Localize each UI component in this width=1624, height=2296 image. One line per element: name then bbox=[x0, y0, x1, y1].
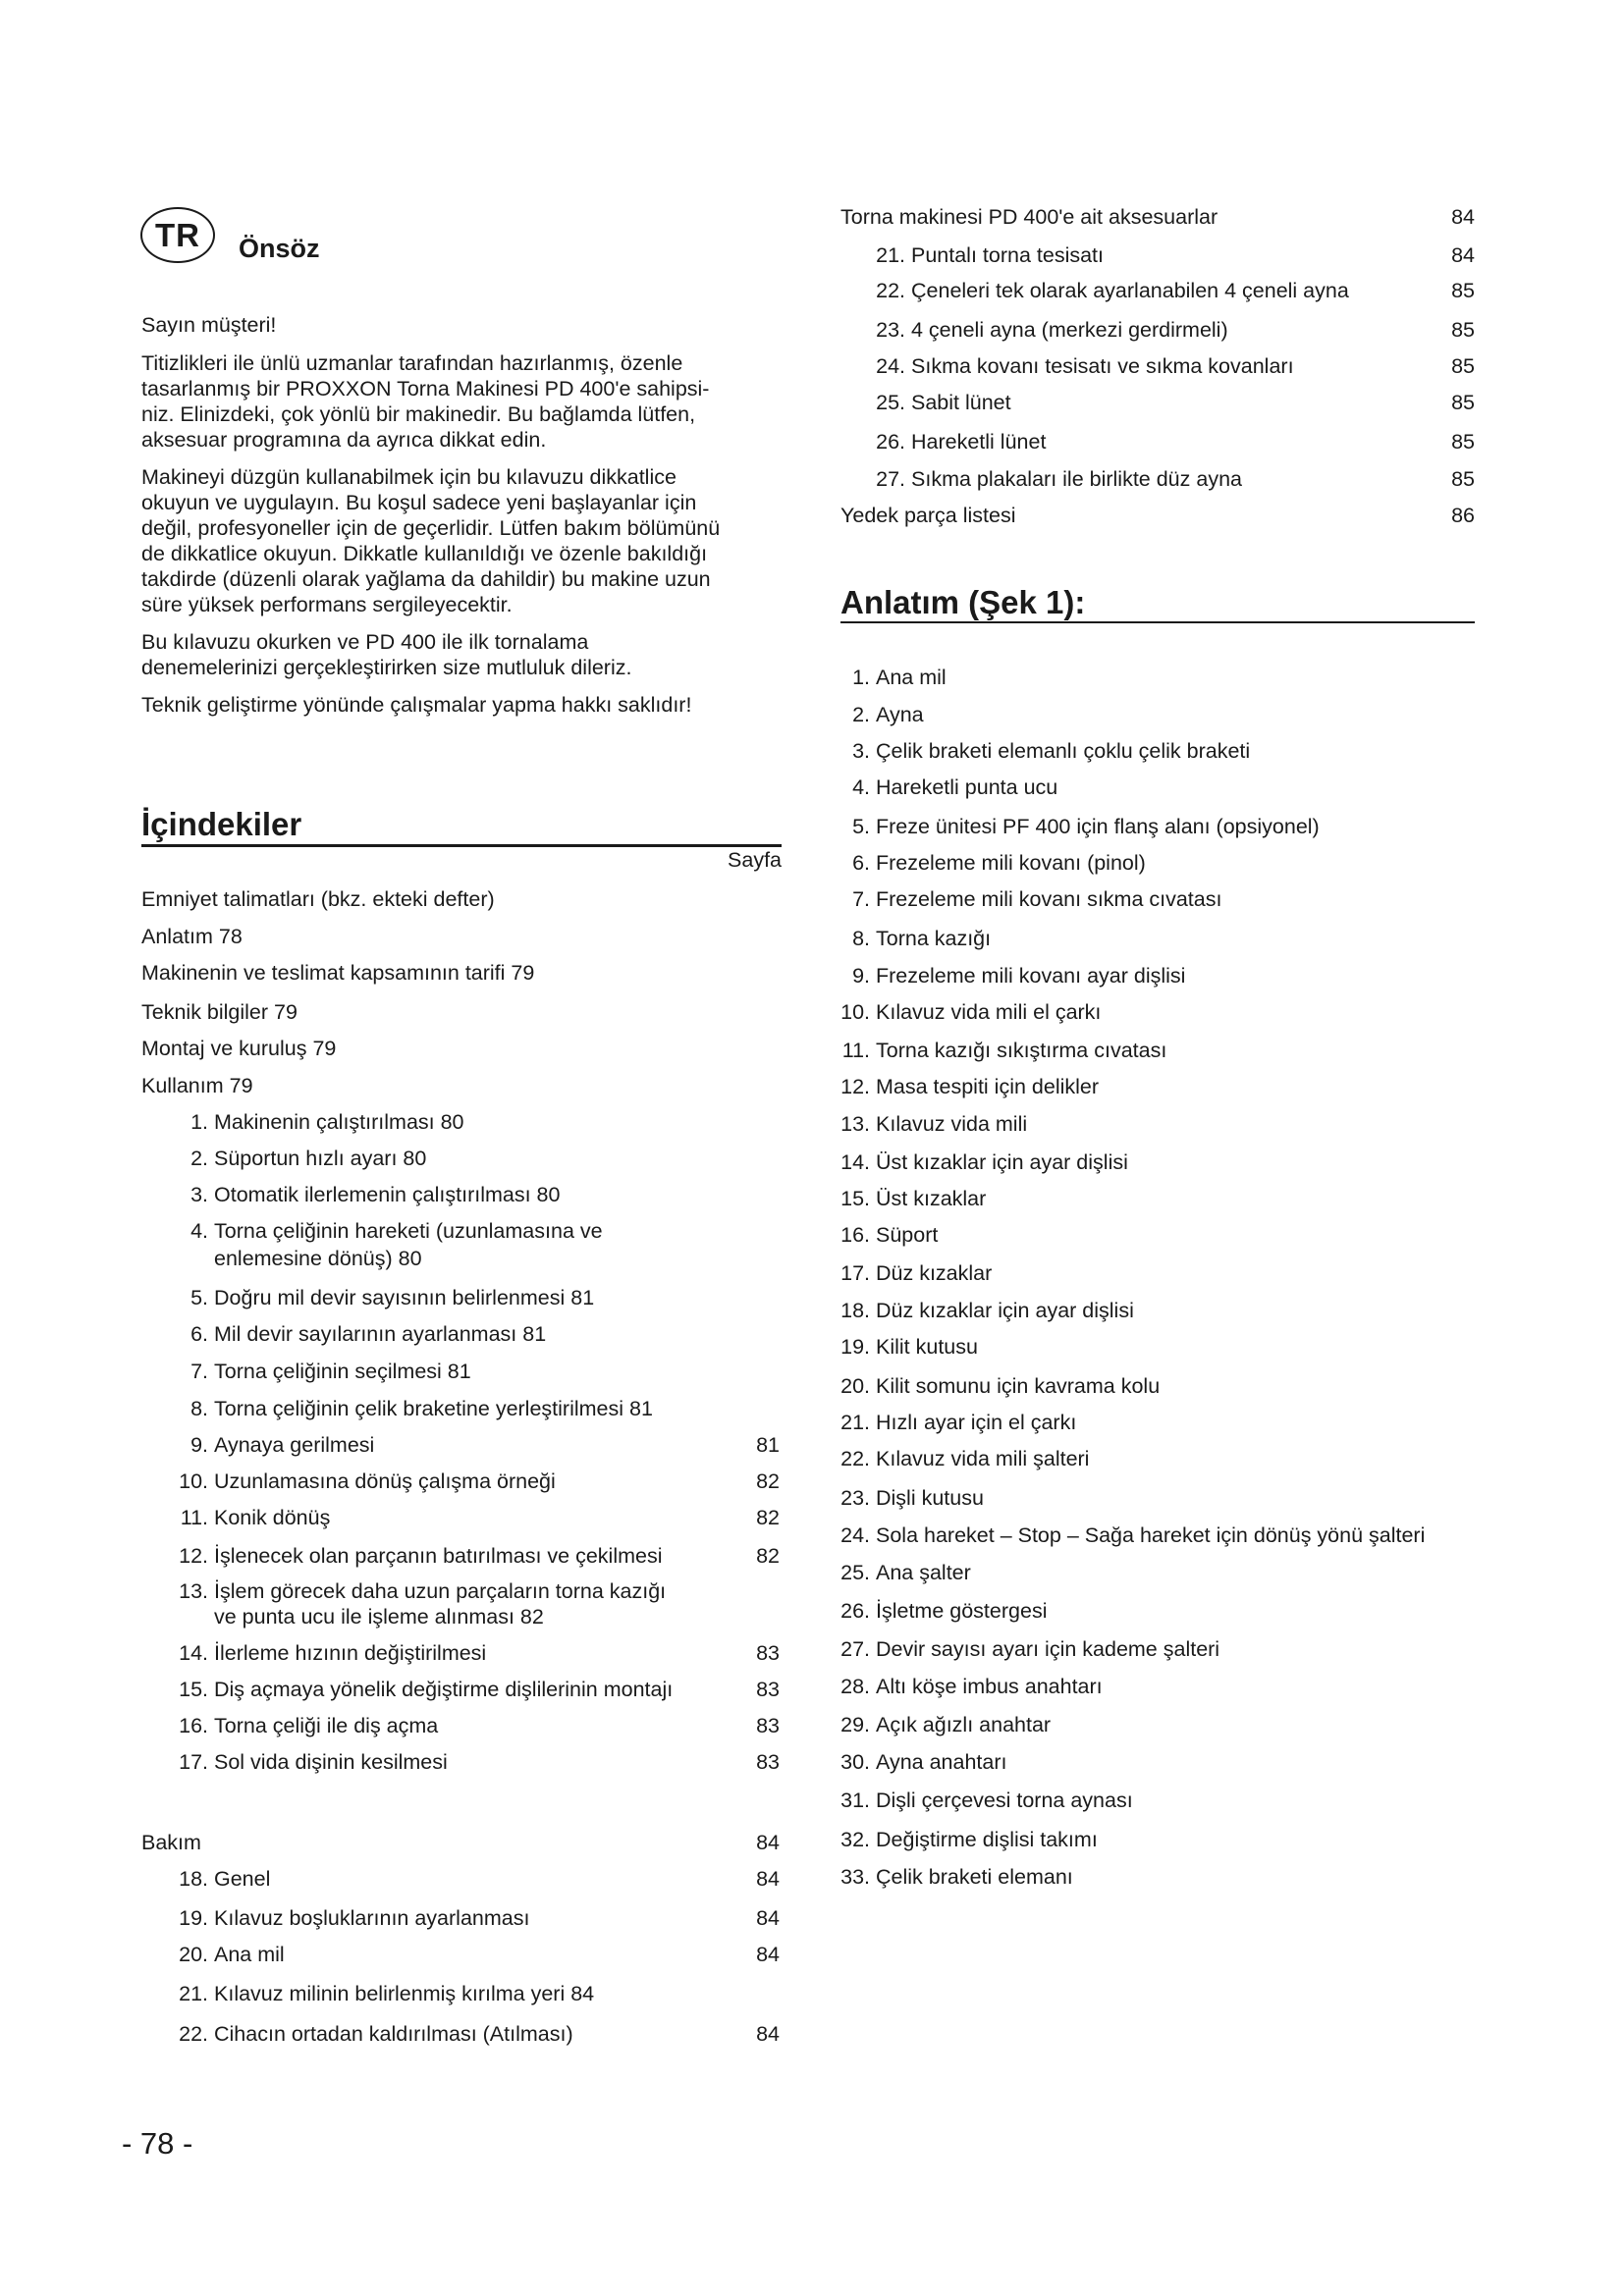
toc-usage-item: 10. Uzunlamasına dönüş çalışma örneği bbox=[179, 1469, 556, 1493]
description-item-label: Kılavuz vida mili şalteri bbox=[876, 1447, 1090, 1470]
description-item-number: 11. bbox=[841, 1039, 870, 1062]
description-item bbox=[833, 849, 1146, 877]
toc-usage-item: 8. Torna çeliğinin çelik braketine yerleştirilmesi 81 bbox=[190, 1397, 653, 1420]
description-item-number: 7. bbox=[852, 887, 870, 911]
description-title-rule bbox=[840, 621, 1475, 623]
description-item-label: Devir sayısı ayarı için kademe şalteri bbox=[876, 1637, 1220, 1661]
description-item-label: Kilit kutusu bbox=[876, 1335, 978, 1359]
description-item-number: 20. bbox=[840, 1374, 870, 1398]
description-item bbox=[833, 1787, 1133, 1814]
description-item-label: Ana şalter bbox=[876, 1561, 971, 1584]
toc-page-number: 84 bbox=[756, 1943, 780, 1966]
intro-paragraph-1: Titizlikleri ile ünlü uzmanlar tarafından hazırlanmış, özenle tasarlanmış bir PROXXON Torna Makinesi PD 400'e sahipsi- niz. Elinizdeki, çok yönlü bir makinedir. Bu bağlamda lütfen, aksesuar programına da ayrıca dikkat edin. bbox=[141, 351, 710, 452]
description-item bbox=[833, 1863, 1073, 1891]
description-title: Anlatım (Şek 1): bbox=[840, 584, 1086, 620]
toc-acc-item: 24. Sıkma kovanı tesisatı ve sıkma kovanları bbox=[876, 354, 1294, 378]
description-item bbox=[833, 1037, 1166, 1064]
description-item-number: 31. bbox=[840, 1789, 870, 1812]
toc-page-number: 85 bbox=[1451, 430, 1475, 454]
description-item-label: Frezeleme mili kovanı sıkma cıvatası bbox=[876, 887, 1222, 911]
toc-page-number: 83 bbox=[756, 1750, 780, 1774]
description-item bbox=[833, 885, 1221, 913]
toc-usage-item: 1. Makinenin çalıştırılması 80 bbox=[190, 1110, 464, 1134]
description-item bbox=[833, 1372, 1160, 1400]
toc-entry-description: Anlatım 78 bbox=[141, 925, 243, 948]
description-item bbox=[833, 1221, 938, 1249]
toc-usage-item: 16. Torna çeliği ile diş açma bbox=[179, 1714, 439, 1737]
toc-page-label: Sayfa bbox=[728, 848, 782, 872]
description-item-number: 1. bbox=[852, 666, 870, 689]
toc-page-number: 84 bbox=[756, 1906, 780, 1930]
toc-page-number: 82 bbox=[756, 1469, 780, 1493]
toc-page-number: 83 bbox=[756, 1678, 780, 1701]
intro-paragraph-3: Bu kılavuzu okurken ve PD 400 ile ilk tornalama denemelerinizi gerçekleştirirken size mutluluk dileriz. bbox=[141, 630, 632, 679]
description-item-number: 32. bbox=[840, 1828, 870, 1851]
description-item bbox=[833, 1297, 1134, 1324]
toc-usage-item: 13. İşlem görecek daha uzun parçaların torna kazığı ve punta ucu ile işleme alınması 82 bbox=[179, 1579, 667, 1629]
description-item-label: Altı köşe imbus anahtarı bbox=[876, 1675, 1103, 1698]
description-item-number: 29. bbox=[840, 1713, 870, 1736]
description-item-label: Frezeleme mili kovanı (pinol) bbox=[876, 851, 1146, 875]
language-badge: TR bbox=[140, 207, 215, 263]
description-item bbox=[833, 1409, 1076, 1436]
toc-maint-item: 20. Ana mil bbox=[179, 1943, 285, 1966]
toc-maint-item: 22. Cihacın ortadan kaldırılması (Atılması) bbox=[179, 2022, 573, 2046]
intro-paragraph-4: Teknik geliştirme yönünde çalışmalar yapma hakkı saklıdır! bbox=[141, 693, 692, 717]
toc-page-number: 86 bbox=[1451, 504, 1475, 527]
toc-maint-item: 18. Genel bbox=[179, 1867, 271, 1891]
description-item bbox=[833, 998, 1101, 1026]
toc-usage-item: 12. İşlenecek olan parçanın batırılması ve çekilmesi bbox=[179, 1544, 663, 1568]
description-item-label: Süport bbox=[876, 1223, 939, 1247]
description-item-number: 6. bbox=[852, 851, 870, 875]
description-item bbox=[833, 1148, 1128, 1176]
description-item-number: 14. bbox=[840, 1150, 870, 1174]
description-item-label: Hızlı ayar için el çarkı bbox=[876, 1411, 1077, 1434]
description-item bbox=[833, 737, 1250, 765]
description-item-label: Çelik braketi elemanlı çoklu çelik braketi bbox=[876, 739, 1251, 763]
toc-usage-item: 14. İlerleme hızının değiştirilmesi bbox=[179, 1641, 487, 1665]
description-item bbox=[833, 1522, 1425, 1549]
description-item-number: 5. bbox=[852, 815, 870, 838]
description-item bbox=[833, 925, 991, 952]
description-item bbox=[833, 813, 1320, 840]
description-item bbox=[833, 962, 1185, 989]
toc-page-number: 85 bbox=[1451, 279, 1475, 302]
toc-entry-accessories: Torna makinesi PD 400'e ait aksesuarlar bbox=[840, 205, 1218, 229]
toc-entry-maintenance: Bakım bbox=[141, 1831, 201, 1854]
description-item bbox=[833, 664, 947, 691]
description-item-label: Hareketli punta ucu bbox=[876, 775, 1058, 799]
toc-page-number: 82 bbox=[756, 1544, 780, 1568]
intro-paragraph-2: Makineyi düzgün kullanabilmek için bu kılavuzu dikkatlice okuyun ve uygulayın. Bu koşul sadece yeni başlayanlar için değil, profesyoneller için de geçerlidir. Lütfen bakım bölümünü de dikkatlice okuyun. Dikkatle kullanıldığı ve özenle bakıldığı takdirde (düzenli olarak yağlama da dahildir) bu makine uzun süre yüksek performans sergileyecektir. bbox=[141, 465, 721, 616]
description-item bbox=[833, 1635, 1219, 1663]
toc-title: İçindekiler bbox=[141, 806, 302, 842]
description-item-label: İşletme göstergesi bbox=[876, 1599, 1048, 1623]
description-item-number: 24. bbox=[840, 1523, 870, 1547]
description-item-number: 27. bbox=[840, 1637, 870, 1661]
page-title: Önsöz bbox=[239, 234, 320, 263]
toc-page-number: 84 bbox=[756, 2022, 780, 2046]
toc-entry-usage: Kullanım 79 bbox=[141, 1074, 253, 1097]
description-item bbox=[833, 1826, 1098, 1853]
toc-usage-item: 4. Torna çeliğinin hareketi (uzunlamasına ve enlemesine dönüş) 80 bbox=[190, 1219, 603, 1270]
description-item bbox=[833, 1673, 1103, 1700]
description-item-number: 10. bbox=[840, 1000, 870, 1024]
toc-page-number: 84 bbox=[1451, 205, 1475, 229]
description-item-label: Ana mil bbox=[876, 666, 947, 689]
description-item-number: 15. bbox=[840, 1187, 870, 1210]
description-item bbox=[833, 1110, 1027, 1138]
toc-maint-item: 21. Kılavuz milinin belirlenmiş kırılma yeri 84 bbox=[179, 1982, 595, 2005]
description-item-label: Dişli çerçevesi torna aynası bbox=[876, 1789, 1133, 1812]
description-item-number: 18. bbox=[840, 1299, 870, 1322]
description-item bbox=[833, 1073, 1099, 1100]
toc-page-number: 83 bbox=[756, 1641, 780, 1665]
description-item-label: Ayna anahtarı bbox=[876, 1750, 1007, 1774]
greeting: Sayın müşteri! bbox=[141, 313, 277, 337]
toc-acc-item: 26. Hareketli lünet bbox=[876, 430, 1047, 454]
description-item-number: 2. bbox=[852, 703, 870, 726]
description-item-number: 26. bbox=[840, 1599, 870, 1623]
toc-page-number: 85 bbox=[1451, 467, 1475, 491]
toc-maint-item: 19. Kılavuz boşluklarının ayarlanması bbox=[179, 1906, 530, 1930]
description-item-number: 19. bbox=[840, 1335, 870, 1359]
description-item-label: Düz kızaklar bbox=[876, 1261, 993, 1285]
toc-usage-item: 15. Diş açmaya yönelik değiştirme dişlilerinin montajı bbox=[179, 1678, 674, 1701]
toc-page-number: 85 bbox=[1451, 354, 1475, 378]
description-item-number: 21. bbox=[840, 1411, 870, 1434]
description-item bbox=[833, 701, 924, 728]
description-item bbox=[833, 1333, 978, 1361]
description-item-number: 13. bbox=[840, 1112, 870, 1136]
toc-acc-item: 21. Puntalı torna tesisatı bbox=[876, 243, 1104, 267]
page-number: - 78 - bbox=[122, 2126, 193, 2161]
description-item-label: Dişli kutusu bbox=[876, 1486, 984, 1510]
toc-entry-safety: Emniyet talimatları (bkz. ekteki defter) bbox=[141, 887, 495, 911]
toc-page-number: 82 bbox=[756, 1506, 780, 1529]
description-item bbox=[833, 1185, 986, 1212]
toc-title-rule bbox=[141, 844, 782, 847]
toc-usage-item: 17. Sol vida dişinin kesilmesi bbox=[179, 1750, 448, 1774]
toc-page-number: 81 bbox=[756, 1433, 780, 1457]
description-item bbox=[833, 774, 1057, 801]
description-item bbox=[833, 1597, 1047, 1625]
description-item-number: 33. bbox=[840, 1865, 870, 1889]
description-item-number: 23. bbox=[840, 1486, 870, 1510]
description-item-label: Düz kızaklar için ayar dişlisi bbox=[876, 1299, 1134, 1322]
description-item-label: Sola hareket – Stop – Sağa hareket için dönüş yönü şalteri bbox=[876, 1523, 1426, 1547]
description-item-label: Torna kazığı sıkıştırma cıvatası bbox=[876, 1039, 1167, 1062]
intro-paragraphs bbox=[141, 350, 789, 729]
description-item-label: Frezeleme mili kovanı ayar dişlisi bbox=[876, 964, 1186, 988]
toc-page-number: 85 bbox=[1451, 391, 1475, 414]
description-item-label: Freze ünitesi PF 400 için flanş alanı (opsiyonel) bbox=[876, 815, 1320, 838]
description-item bbox=[833, 1259, 992, 1287]
description-item-label: Ayna bbox=[876, 703, 924, 726]
toc-acc-item: 25. Sabit lünet bbox=[876, 391, 1011, 414]
toc-acc-item: 27. Sıkma plakaları ile birlikte düz ayna bbox=[876, 467, 1242, 491]
description-item-label: Üst kızaklar bbox=[876, 1187, 987, 1210]
description-item bbox=[833, 1748, 1006, 1776]
description-item-number: 8. bbox=[852, 927, 870, 950]
toc-page-number: 84 bbox=[1451, 243, 1475, 267]
description-item-number: 4. bbox=[852, 775, 870, 799]
toc-usage-item: 3. Otomatik ilerlemenin çalıştırılması 80 bbox=[190, 1183, 561, 1206]
description-item-label: Masa tespiti için delikler bbox=[876, 1075, 1100, 1098]
description-item-label: Değiştirme dişlisi takımı bbox=[876, 1828, 1098, 1851]
description-item-label: Kılavuz vida mili bbox=[876, 1112, 1028, 1136]
description-item bbox=[833, 1711, 1051, 1738]
description-item-number: 3. bbox=[852, 739, 870, 763]
description-item-number: 9. bbox=[852, 964, 870, 988]
description-item-label: Üst kızaklar için ayar dişlisi bbox=[876, 1150, 1128, 1174]
toc-page-number: 85 bbox=[1451, 318, 1475, 342]
description-item-number: 25. bbox=[840, 1561, 870, 1584]
toc-usage-item: 11. Konik dönüş bbox=[180, 1506, 331, 1529]
description-item bbox=[833, 1445, 1089, 1472]
toc-usage-item: 5. Doğru mil devir sayısının belirlenmesi 81 bbox=[190, 1286, 595, 1309]
description-item-number: 28. bbox=[840, 1675, 870, 1698]
toc-page-number: 83 bbox=[756, 1714, 780, 1737]
toc-entry-spare-parts: Yedek parça listesi bbox=[840, 504, 1016, 527]
toc-usage-item: 7. Torna çeliğinin seçilmesi 81 bbox=[190, 1360, 471, 1383]
description-item bbox=[833, 1484, 984, 1512]
toc-usage-item: 6. Mil devir sayılarının ayarlanması 81 bbox=[190, 1322, 547, 1346]
description-item-number: 22. bbox=[840, 1447, 870, 1470]
description-item-label: Kılavuz vida mili el çarkı bbox=[876, 1000, 1102, 1024]
toc-page-number: 84 bbox=[756, 1867, 780, 1891]
toc-usage-item: 9. Aynaya gerilmesi bbox=[190, 1433, 375, 1457]
description-item-number: 30. bbox=[840, 1750, 870, 1774]
description-item-number: 12. bbox=[840, 1075, 870, 1098]
toc-entry-technical: Teknik bilgiler 79 bbox=[141, 1000, 298, 1024]
description-item-label: Torna kazığı bbox=[876, 927, 992, 950]
toc-usage-item: 2. Süportun hızlı ayarı 80 bbox=[190, 1147, 427, 1170]
toc-entry-assembly: Montaj ve kuruluş 79 bbox=[141, 1037, 337, 1060]
toc-acc-item: 23. 4 çeneli ayna (merkezi gerdirmeli) bbox=[876, 318, 1228, 342]
toc-entry-machine: Makinenin ve teslimat kapsamının tarifi 79 bbox=[141, 961, 535, 985]
description-item-number: 16. bbox=[840, 1223, 870, 1247]
description-item-label: Açık ağızlı anahtar bbox=[876, 1713, 1052, 1736]
description-item-number: 17. bbox=[840, 1261, 870, 1285]
toc-page-number: 84 bbox=[756, 1831, 780, 1854]
description-item-label: Çelik braketi elemanı bbox=[876, 1865, 1073, 1889]
toc-acc-item: 22. Çeneleri tek olarak ayarlanabilen 4 çeneli ayna bbox=[876, 279, 1349, 302]
description-item-label: Kilit somunu için kavrama kolu bbox=[876, 1374, 1161, 1398]
description-item bbox=[833, 1559, 971, 1586]
